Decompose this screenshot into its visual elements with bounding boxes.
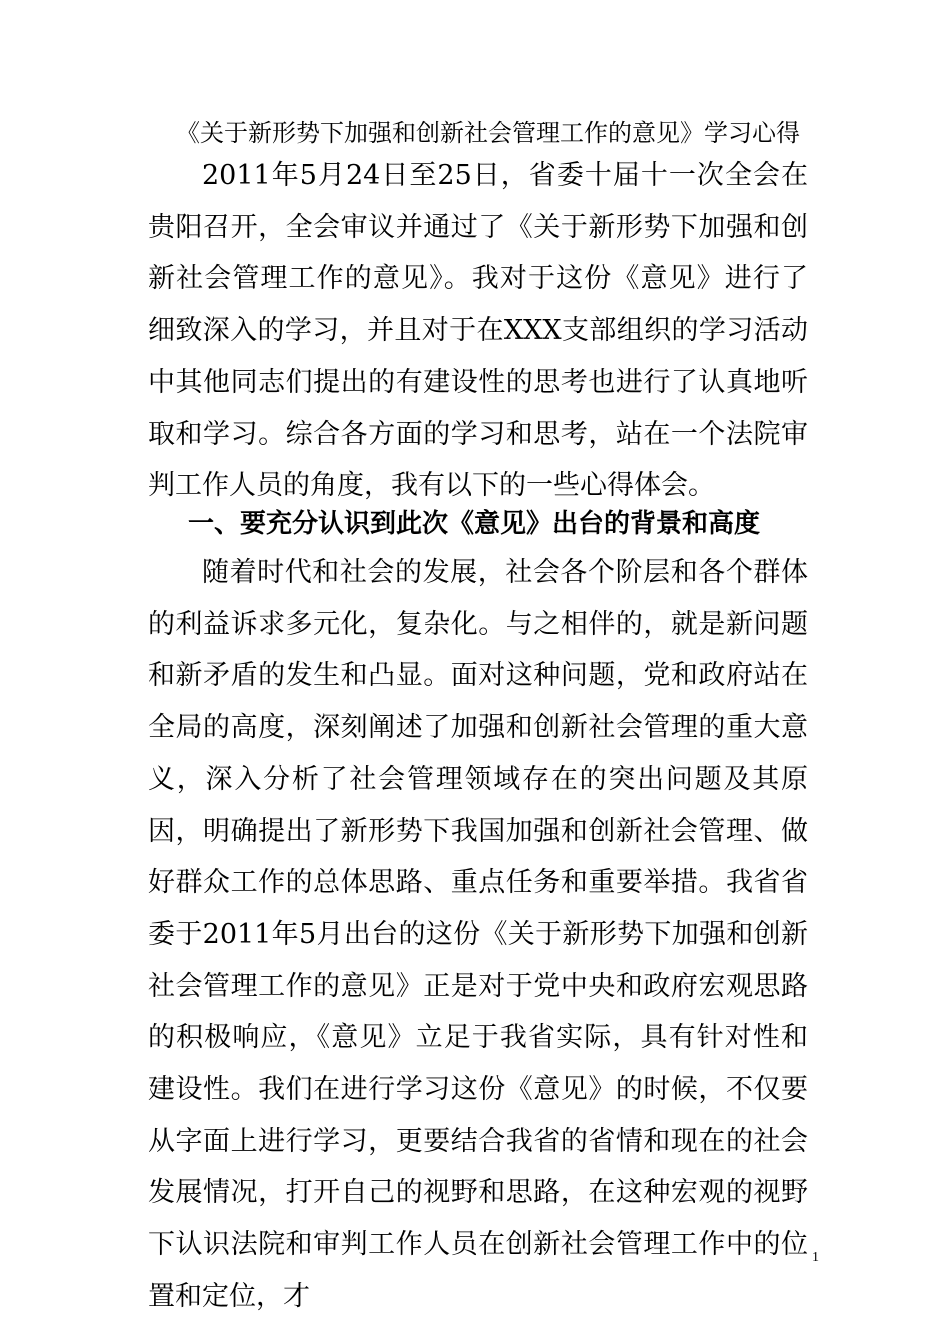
section-heading: 一、要充分认识到此次《意见》出台的背景和高度: [188, 509, 761, 539]
section-paragraph: 随着时代和社会的发展，社会各个阶层和各个群体的利益诉求多元化，复杂化。与之相伴的，就是新问题和新矛盾的发生和凸显。面对这种问题，党和政府站在全局的高度，深刻阐述了加强和创新社会管理的重大意义，深入分析了社会管理领域存在的突出问题及其原因，明确提出了新形势下我国加强和创新社会管理、做好群众工作的总体思路、重点任务和重要举措。我省省委于2011年5月出台的这份《关于新形势下加强和创新社会管理工作的意见》正是对于党中央和政府宏观思路的积极响应，《意见》立足于我省实际，具有针对性和建设性。我们在进行学习这份《意见》的时候，不仅要从字面上进行学习，更要结合我省的省情和现在的社会发展情况，打开自己的视野和思路，在这种宏观的视野下认识法院和审判工作人员在创新社会管理工作中的位置和定位，才: [148, 557, 808, 1312]
document-title: 《关于新形势下加强和创新社会管理工作的意见》学习心得: [176, 119, 800, 147]
page-number: 1: [812, 1250, 819, 1265]
intro-paragraph: 2011年5月24日至25日，省委十届十一次全会在贵阳召开，全会审议并通过了《关于新形势下加强和创新社会管理工作的意见》。我对于这份《意见》进行了细致深入的学习，并且对于在XXX支部组织的学习活动中其他同志们提出的有建设性的思考也进行了认真地听取和学习。综合各方面的学习和思考，站在一个法院审判工作人员的角度，我有以下的一些心得体会。: [148, 160, 808, 502]
